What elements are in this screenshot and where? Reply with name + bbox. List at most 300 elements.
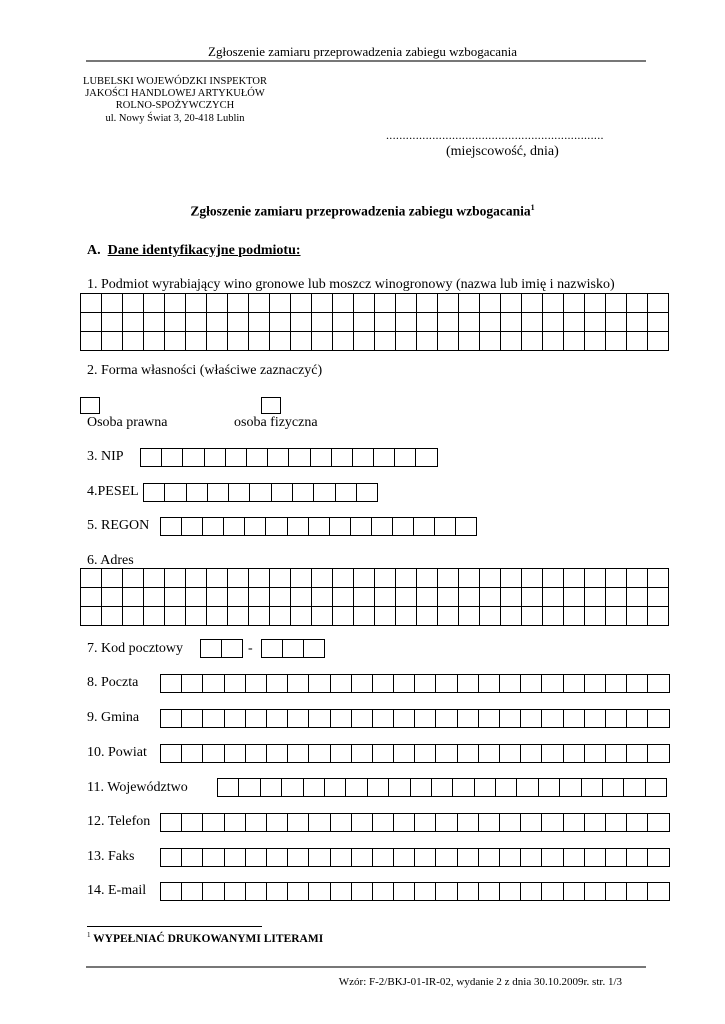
grid-cell[interactable]	[249, 588, 270, 607]
grid-cell[interactable]	[480, 294, 501, 313]
grid-cell[interactable]	[585, 607, 606, 626]
grid-cell[interactable]	[207, 294, 228, 313]
grid-cell[interactable]	[203, 745, 224, 763]
grid-cell[interactable]	[102, 588, 123, 607]
grid-cell[interactable]	[584, 710, 605, 728]
grid-cell[interactable]	[312, 313, 333, 332]
grid-cell[interactable]	[266, 710, 287, 728]
grid-cell[interactable]	[270, 313, 291, 332]
grid-cell[interactable]	[288, 710, 309, 728]
grid-cell[interactable]	[270, 607, 291, 626]
grid-cell[interactable]	[396, 313, 417, 332]
grid-cell[interactable]	[585, 294, 606, 313]
grid-cell[interactable]	[457, 883, 478, 901]
grid-cell[interactable]	[417, 294, 438, 313]
grid-cell[interactable]	[304, 640, 325, 658]
grid-cell[interactable]	[414, 518, 435, 536]
grid-cell[interactable]	[564, 607, 585, 626]
grid-cell[interactable]	[224, 710, 245, 728]
grid-cell[interactable]	[500, 849, 521, 867]
grid-cell[interactable]	[371, 518, 392, 536]
grid-cell[interactable]	[330, 745, 351, 763]
grid-cell[interactable]	[293, 484, 314, 502]
grid-cell[interactable]	[605, 883, 626, 901]
grid-cell[interactable]	[224, 814, 245, 832]
grid-cell[interactable]	[501, 569, 522, 588]
grid-cell[interactable]	[372, 849, 393, 867]
grid-cell[interactable]	[501, 607, 522, 626]
grid-cell[interactable]	[563, 883, 584, 901]
grid-cell[interactable]	[435, 518, 456, 536]
grid-cell[interactable]	[416, 449, 437, 467]
grid-cell[interactable]	[500, 745, 521, 763]
grid-cell[interactable]	[354, 294, 375, 313]
grid-cell[interactable]	[351, 745, 372, 763]
grid-cell[interactable]	[165, 484, 186, 502]
grid-cell[interactable]	[245, 518, 266, 536]
grid-cell[interactable]	[354, 569, 375, 588]
grid-cell[interactable]	[564, 313, 585, 332]
natural-person-checkbox[interactable]	[261, 397, 281, 414]
grid-cell[interactable]	[351, 675, 372, 693]
grid-cell[interactable]	[207, 484, 228, 502]
grid-cell[interactable]	[627, 588, 648, 607]
grid-cell[interactable]	[459, 607, 480, 626]
grid-cell[interactable]	[225, 449, 246, 467]
grid-cell[interactable]	[648, 849, 669, 867]
grid-cell[interactable]	[543, 588, 564, 607]
grid-cell[interactable]	[606, 607, 627, 626]
grid-cell[interactable]	[270, 294, 291, 313]
grid-cell[interactable]	[182, 883, 203, 901]
grid-cell[interactable]	[415, 883, 436, 901]
grid-cell[interactable]	[417, 588, 438, 607]
grid-cell[interactable]	[394, 849, 415, 867]
grid-cell[interactable]	[627, 745, 648, 763]
grid-cell[interactable]	[478, 710, 499, 728]
grid-cell[interactable]	[396, 607, 417, 626]
grid-cell[interactable]	[606, 294, 627, 313]
grid-cell[interactable]	[648, 294, 669, 313]
grid-cell[interactable]	[500, 883, 521, 901]
grid-cell[interactable]	[354, 607, 375, 626]
grid-cell[interactable]	[329, 518, 350, 536]
grid-cell[interactable]	[245, 814, 266, 832]
grid-cell[interactable]	[346, 779, 367, 797]
grid-cell[interactable]	[354, 313, 375, 332]
grid-cell[interactable]	[228, 313, 249, 332]
grid-cell[interactable]	[542, 710, 563, 728]
grid-cell[interactable]	[500, 814, 521, 832]
grid-cell[interactable]	[310, 449, 331, 467]
grid-cell[interactable]	[456, 518, 477, 536]
grid-cell[interactable]	[563, 675, 584, 693]
grid-cell[interactable]	[249, 569, 270, 588]
grid-cell[interactable]	[627, 883, 648, 901]
grid-cell[interactable]	[291, 588, 312, 607]
grid-cell[interactable]	[474, 779, 495, 797]
grid-cell[interactable]	[245, 883, 266, 901]
grid-cell[interactable]	[354, 588, 375, 607]
grid-cell[interactable]	[560, 779, 581, 797]
grid-cell[interactable]	[563, 849, 584, 867]
grid-cell[interactable]	[266, 745, 287, 763]
grid-cell[interactable]	[186, 484, 207, 502]
grid-cell[interactable]	[438, 313, 459, 332]
grid-cell[interactable]	[648, 313, 669, 332]
grid-cell[interactable]	[314, 484, 335, 502]
grid-cell[interactable]	[165, 294, 186, 313]
grid-cell[interactable]	[648, 569, 669, 588]
grid-cell[interactable]	[207, 588, 228, 607]
grid-cell[interactable]	[396, 588, 417, 607]
grid-cell[interactable]	[224, 745, 245, 763]
grid-cell[interactable]	[324, 779, 345, 797]
grid-cell[interactable]	[542, 849, 563, 867]
grid-cell[interactable]	[333, 313, 354, 332]
grid-cell[interactable]	[351, 849, 372, 867]
grid-cell[interactable]	[564, 294, 585, 313]
grid-cell[interactable]	[123, 294, 144, 313]
grid-cell[interactable]	[356, 484, 377, 502]
grid-cell[interactable]	[123, 588, 144, 607]
grid-cell[interactable]	[478, 675, 499, 693]
grid-cell[interactable]	[627, 294, 648, 313]
grid-cell[interactable]	[645, 779, 666, 797]
grid-cell[interactable]	[144, 607, 165, 626]
grid-cell[interactable]	[352, 449, 373, 467]
grid-cell[interactable]	[228, 588, 249, 607]
grid-cell[interactable]	[436, 883, 457, 901]
grid-cell[interactable]	[144, 332, 165, 351]
grid-cell[interactable]	[186, 313, 207, 332]
grid-cell[interactable]	[161, 710, 182, 728]
grid-cell[interactable]	[144, 294, 165, 313]
grid-cell[interactable]	[395, 449, 416, 467]
grid-cell[interactable]	[372, 883, 393, 901]
grid-cell[interactable]	[201, 640, 222, 658]
grid-cell[interactable]	[309, 849, 330, 867]
grid-cell[interactable]	[249, 294, 270, 313]
grid-cell[interactable]	[165, 332, 186, 351]
grid-cell[interactable]	[584, 849, 605, 867]
grid-cell[interactable]	[81, 313, 102, 332]
grid-cell[interactable]	[501, 332, 522, 351]
grid-cell[interactable]	[123, 332, 144, 351]
grid-cell[interactable]	[436, 710, 457, 728]
grid-cell[interactable]	[161, 745, 182, 763]
grid-cell[interactable]	[438, 607, 459, 626]
grid-cell[interactable]	[606, 332, 627, 351]
grid-cell[interactable]	[330, 675, 351, 693]
grid-cell[interactable]	[648, 332, 669, 351]
grid-cell[interactable]	[563, 814, 584, 832]
grid-cell[interactable]	[605, 675, 626, 693]
grid-cell[interactable]	[309, 883, 330, 901]
grid-cell[interactable]	[162, 449, 183, 467]
grid-cell[interactable]	[186, 588, 207, 607]
grid-cell[interactable]	[415, 710, 436, 728]
grid-cell[interactable]	[266, 814, 287, 832]
grid-cell[interactable]	[410, 779, 431, 797]
grid-cell[interactable]	[270, 569, 291, 588]
grid-cell[interactable]	[291, 313, 312, 332]
grid-cell[interactable]	[165, 607, 186, 626]
grid-cell[interactable]	[182, 745, 203, 763]
grid-cell[interactable]	[203, 883, 224, 901]
grid-cell[interactable]	[478, 883, 499, 901]
grid-cell[interactable]	[543, 294, 564, 313]
grid-cell[interactable]	[312, 607, 333, 626]
grid-cell[interactable]	[627, 332, 648, 351]
grid-cell[interactable]	[585, 313, 606, 332]
grid-cell[interactable]	[453, 779, 474, 797]
grid-cell[interactable]	[457, 814, 478, 832]
grid-cell[interactable]	[372, 675, 393, 693]
grid-cell[interactable]	[228, 332, 249, 351]
grid-cell[interactable]	[245, 745, 266, 763]
grid-cell[interactable]	[542, 675, 563, 693]
grid-cell[interactable]	[354, 332, 375, 351]
grid-cell[interactable]	[374, 449, 395, 467]
grid-cell[interactable]	[417, 607, 438, 626]
grid-cell[interactable]	[584, 745, 605, 763]
grid-cell[interactable]	[542, 745, 563, 763]
grid-cell[interactable]	[564, 332, 585, 351]
grid-cell[interactable]	[500, 675, 521, 693]
grid-cell[interactable]	[543, 313, 564, 332]
grid-cell[interactable]	[330, 710, 351, 728]
grid-cell[interactable]	[312, 569, 333, 588]
grid-cell[interactable]	[394, 883, 415, 901]
grid-cell[interactable]	[648, 710, 669, 728]
grid-cell[interactable]	[246, 449, 267, 467]
grid-cell[interactable]	[627, 814, 648, 832]
grid-cell[interactable]	[283, 640, 304, 658]
grid-cell[interactable]	[375, 332, 396, 351]
grid-cell[interactable]	[375, 294, 396, 313]
grid-cell[interactable]	[249, 313, 270, 332]
grid-cell[interactable]	[81, 607, 102, 626]
grid-cell[interactable]	[436, 849, 457, 867]
grid-cell[interactable]	[203, 710, 224, 728]
grid-cell[interactable]	[375, 607, 396, 626]
grid-cell[interactable]	[415, 675, 436, 693]
grid-cell[interactable]	[123, 607, 144, 626]
grid-cell[interactable]	[543, 569, 564, 588]
grid-cell[interactable]	[542, 814, 563, 832]
grid-cell[interactable]	[81, 588, 102, 607]
grid-cell[interactable]	[522, 607, 543, 626]
grid-cell[interactable]	[271, 484, 292, 502]
grid-cell[interactable]	[102, 294, 123, 313]
grid-cell[interactable]	[478, 849, 499, 867]
grid-cell[interactable]	[480, 607, 501, 626]
grid-cell[interactable]	[312, 332, 333, 351]
grid-cell[interactable]	[394, 814, 415, 832]
grid-cell[interactable]	[606, 588, 627, 607]
grid-cell[interactable]	[218, 779, 239, 797]
grid-cell[interactable]	[605, 745, 626, 763]
grid-cell[interactable]	[606, 569, 627, 588]
grid-cell[interactable]	[606, 313, 627, 332]
grid-cell[interactable]	[224, 518, 245, 536]
grid-cell[interactable]	[165, 313, 186, 332]
grid-cell[interactable]	[415, 849, 436, 867]
grid-cell[interactable]	[123, 569, 144, 588]
grid-cell[interactable]	[375, 569, 396, 588]
grid-cell[interactable]	[605, 814, 626, 832]
grid-cell[interactable]	[648, 588, 669, 607]
grid-cell[interactable]	[144, 569, 165, 588]
grid-cell[interactable]	[585, 332, 606, 351]
grid-cell[interactable]	[333, 569, 354, 588]
grid-cell[interactable]	[457, 710, 478, 728]
grid-cell[interactable]	[333, 607, 354, 626]
grid-cell[interactable]	[375, 313, 396, 332]
grid-cell[interactable]	[417, 332, 438, 351]
grid-cell[interactable]	[312, 294, 333, 313]
grid-cell[interactable]	[102, 313, 123, 332]
grid-cell[interactable]	[289, 449, 310, 467]
grid-cell[interactable]	[501, 313, 522, 332]
grid-cell[interactable]	[603, 779, 624, 797]
grid-cell[interactable]	[312, 588, 333, 607]
grid-cell[interactable]	[627, 675, 648, 693]
grid-cell[interactable]	[585, 588, 606, 607]
grid-cell[interactable]	[581, 779, 602, 797]
grid-cell[interactable]	[538, 779, 559, 797]
grid-cell[interactable]	[627, 607, 648, 626]
grid-cell[interactable]	[480, 332, 501, 351]
grid-cell[interactable]	[542, 883, 563, 901]
grid-cell[interactable]	[350, 518, 371, 536]
grid-cell[interactable]	[102, 569, 123, 588]
grid-cell[interactable]	[288, 745, 309, 763]
grid-cell[interactable]	[396, 294, 417, 313]
grid-cell[interactable]	[207, 313, 228, 332]
grid-cell[interactable]	[203, 814, 224, 832]
grid-cell[interactable]	[203, 849, 224, 867]
grid-cell[interactable]	[372, 745, 393, 763]
grid-cell[interactable]	[415, 814, 436, 832]
grid-cell[interactable]	[627, 849, 648, 867]
grid-cell[interactable]	[308, 518, 329, 536]
grid-cell[interactable]	[186, 607, 207, 626]
grid-cell[interactable]	[457, 745, 478, 763]
grid-cell[interactable]	[270, 588, 291, 607]
grid-cell[interactable]	[165, 569, 186, 588]
grid-cell[interactable]	[224, 675, 245, 693]
grid-cell[interactable]	[417, 569, 438, 588]
grid-cell[interactable]	[224, 883, 245, 901]
grid-cell[interactable]	[478, 745, 499, 763]
grid-cell[interactable]	[459, 588, 480, 607]
grid-cell[interactable]	[228, 569, 249, 588]
grid-cell[interactable]	[186, 569, 207, 588]
grid-cell[interactable]	[521, 849, 542, 867]
grid-cell[interactable]	[266, 883, 287, 901]
grid-cell[interactable]	[375, 588, 396, 607]
grid-cell[interactable]	[186, 332, 207, 351]
grid-cell[interactable]	[245, 675, 266, 693]
grid-cell[interactable]	[222, 640, 243, 658]
grid-cell[interactable]	[438, 588, 459, 607]
grid-cell[interactable]	[543, 607, 564, 626]
grid-cell[interactable]	[161, 518, 182, 536]
grid-cell[interactable]	[648, 675, 669, 693]
grid-cell[interactable]	[517, 779, 538, 797]
grid-cell[interactable]	[351, 883, 372, 901]
grid-cell[interactable]	[309, 814, 330, 832]
grid-cell[interactable]	[333, 294, 354, 313]
grid-cell[interactable]	[501, 294, 522, 313]
grid-cell[interactable]	[521, 745, 542, 763]
grid-cell[interactable]	[123, 313, 144, 332]
grid-cell[interactable]	[182, 814, 203, 832]
grid-cell[interactable]	[288, 814, 309, 832]
grid-cell[interactable]	[266, 849, 287, 867]
grid-cell[interactable]	[333, 332, 354, 351]
grid-cell[interactable]	[394, 745, 415, 763]
grid-cell[interactable]	[260, 779, 281, 797]
grid-cell[interactable]	[436, 745, 457, 763]
grid-cell[interactable]	[372, 710, 393, 728]
grid-cell[interactable]	[436, 675, 457, 693]
grid-cell[interactable]	[648, 814, 669, 832]
grid-cell[interactable]	[389, 779, 410, 797]
grid-cell[interactable]	[224, 849, 245, 867]
grid-cell[interactable]	[330, 883, 351, 901]
grid-cell[interactable]	[431, 779, 452, 797]
grid-cell[interactable]	[393, 518, 414, 536]
grid-cell[interactable]	[182, 675, 203, 693]
grid-cell[interactable]	[250, 484, 271, 502]
grid-cell[interactable]	[367, 779, 388, 797]
grid-cell[interactable]	[478, 814, 499, 832]
grid-cell[interactable]	[496, 779, 517, 797]
grid-cell[interactable]	[563, 745, 584, 763]
grid-cell[interactable]	[585, 569, 606, 588]
grid-cell[interactable]	[627, 710, 648, 728]
grid-cell[interactable]	[186, 294, 207, 313]
grid-cell[interactable]	[141, 449, 162, 467]
grid-cell[interactable]	[438, 294, 459, 313]
grid-cell[interactable]	[522, 294, 543, 313]
grid-cell[interactable]	[207, 569, 228, 588]
grid-cell[interactable]	[291, 332, 312, 351]
grid-cell[interactable]	[330, 849, 351, 867]
grid-cell[interactable]	[165, 588, 186, 607]
grid-cell[interactable]	[351, 710, 372, 728]
grid-cell[interactable]	[291, 294, 312, 313]
grid-cell[interactable]	[81, 569, 102, 588]
grid-cell[interactable]	[288, 849, 309, 867]
grid-cell[interactable]	[480, 569, 501, 588]
grid-cell[interactable]	[161, 849, 182, 867]
grid-cell[interactable]	[584, 883, 605, 901]
grid-cell[interactable]	[183, 449, 204, 467]
grid-cell[interactable]	[249, 332, 270, 351]
grid-cell[interactable]	[351, 814, 372, 832]
grid-cell[interactable]	[203, 518, 224, 536]
grid-cell[interactable]	[459, 569, 480, 588]
place-date-field[interactable]: ..................................................................	[386, 128, 604, 142]
grid-cell[interactable]	[459, 332, 480, 351]
grid-cell[interactable]	[522, 332, 543, 351]
grid-cell[interactable]	[605, 710, 626, 728]
grid-cell[interactable]	[287, 518, 308, 536]
